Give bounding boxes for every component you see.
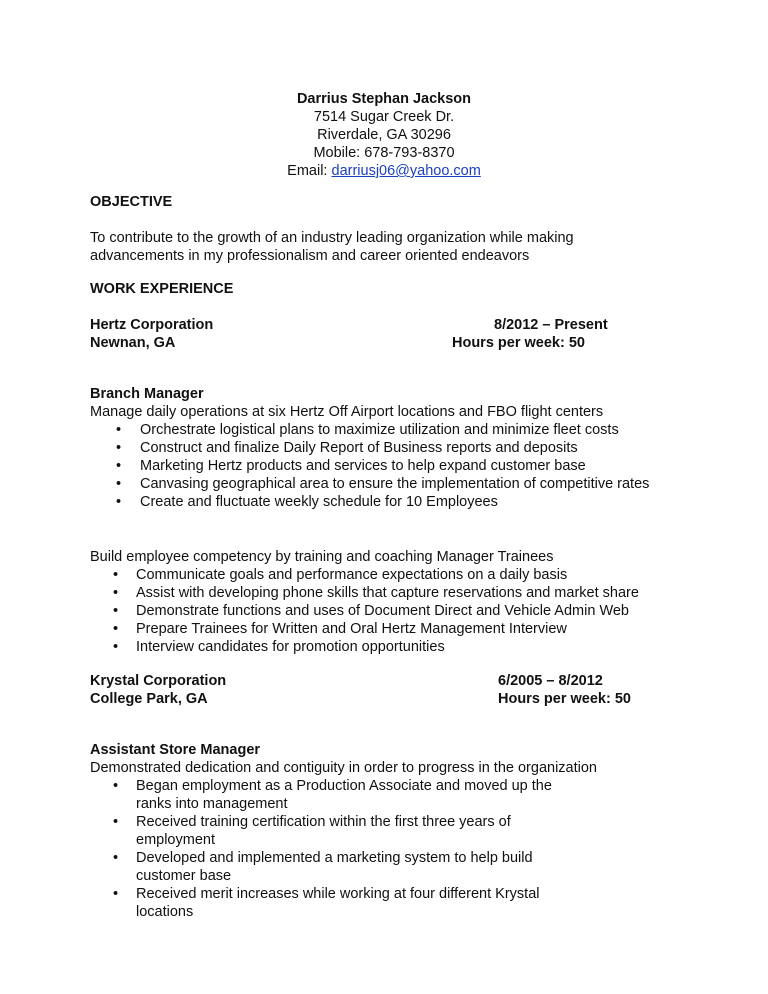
objective-heading: OBJECTIVE [90,194,173,210]
bullet-icon: • [113,778,119,794]
work-experience-heading: WORK EXPERIENCE [90,281,234,297]
krystal-job-title: Assistant Store Manager [90,742,261,758]
contact-header [0,90,768,180]
bullet-icon: • [113,850,119,866]
hertz-training-list [90,566,690,656]
bullet-icon: • [116,476,122,492]
hertz-duties-list [90,421,690,511]
candidate-name: Darrius Stephan Jackson [296,91,472,107]
hertz-duties-intro: Manage daily operations at six Hertz Off Airport locations and FBO flight centers [90,404,604,420]
bullet-icon: • [113,621,119,637]
hertz-job-title: Branch Manager [90,386,204,402]
bullet-icon: • [113,567,119,583]
mobile-phone: Mobile: 678-793-8370 [313,145,455,161]
hertz-training-intro: Build employee competency by training and coaching Manager Trainees [90,549,554,565]
krystal-company: Krystal Corporation [90,673,227,689]
hertz-company: Hertz Corporation [90,317,214,333]
city-state-zip: Riverdale, GA 30296 [317,127,451,143]
krystal-location: College Park, GA [90,691,208,707]
krystal-company-row [90,672,690,690]
email-line [0,162,768,180]
list-item: • Communicate goals and performance expectations on a daily basis [113,567,568,583]
bullet-icon: • [113,814,119,830]
hertz-location: Newnan, GA [90,335,176,351]
list-item: • Construct and finalize Daily Report of Business reports and deposits [116,440,578,456]
list-item: • Interview candidates for promotion opportunities [113,639,445,655]
bullet-icon: • [116,458,122,474]
email-label: Email: [287,163,332,179]
hertz-hours: Hours per week: 50 [452,335,585,351]
hertz-role-block [90,385,690,511]
bullet-icon: • [113,603,119,619]
objective-line: advancements in my professionalism and career oriented endeavors [90,248,530,264]
bullet-icon: • [116,422,122,438]
krystal-duties-intro: Demonstrated dedication and contiguity in order to progress in the organization [90,760,597,776]
list-item: • Orchestrate logistical plans to maximize utilization and minimize fleet costs [116,422,619,438]
list-item: • Assist with developing phone skills that capture reservations and market share [113,585,639,601]
objective-line: To contribute to the growth of an industry leading organization while making [90,230,574,246]
bullet-icon: • [116,440,122,456]
list-item: • Marketing Hertz products and services to help expand customer base [116,458,586,474]
objective-text [90,229,690,265]
street-address: 7514 Sugar Creek Dr. [313,109,455,125]
bullet-icon: • [113,639,119,655]
list-item: • Received merit increases while working at four different Krystal locations [113,886,540,920]
list-item: • Create and fluctuate weekly schedule for 10 Employees [116,494,498,510]
hertz-training-block [90,548,690,656]
list-item: • Developed and implemented a marketing system to help build customer base [113,850,533,884]
list-item: • Prepare Trainees for Written and Oral Hertz Management Interview [113,621,567,637]
krystal-dates: 6/2005 – 8/2012 [498,673,603,689]
krystal-hours: Hours per week: 50 [498,691,631,707]
bullet-icon: • [116,494,122,510]
list-item: • Received training certification within the first three years of employment [113,814,511,848]
list-item: • Canvasing geographical area to ensure the implementation of competitive rates [116,476,650,492]
krystal-role-block [90,741,690,921]
krystal-duties-list [90,777,570,921]
bullet-icon: • [113,886,119,902]
bullet-icon: • [113,585,119,601]
krystal-company-block [90,672,690,708]
list-item: • Demonstrate functions and uses of Document Direct and Vehicle Admin Web [113,603,629,619]
hertz-dates: 8/2012 – Present [494,317,608,333]
list-item: • Began employment as a Production Associate and moved up the ranks into management [113,778,552,812]
hertz-company-row [90,316,690,334]
email-link[interactable]: darriusj06@yahoo.com [331,163,481,179]
krystal-location-row [90,690,690,708]
hertz-location-row [90,334,690,352]
hertz-company-block [90,316,690,352]
